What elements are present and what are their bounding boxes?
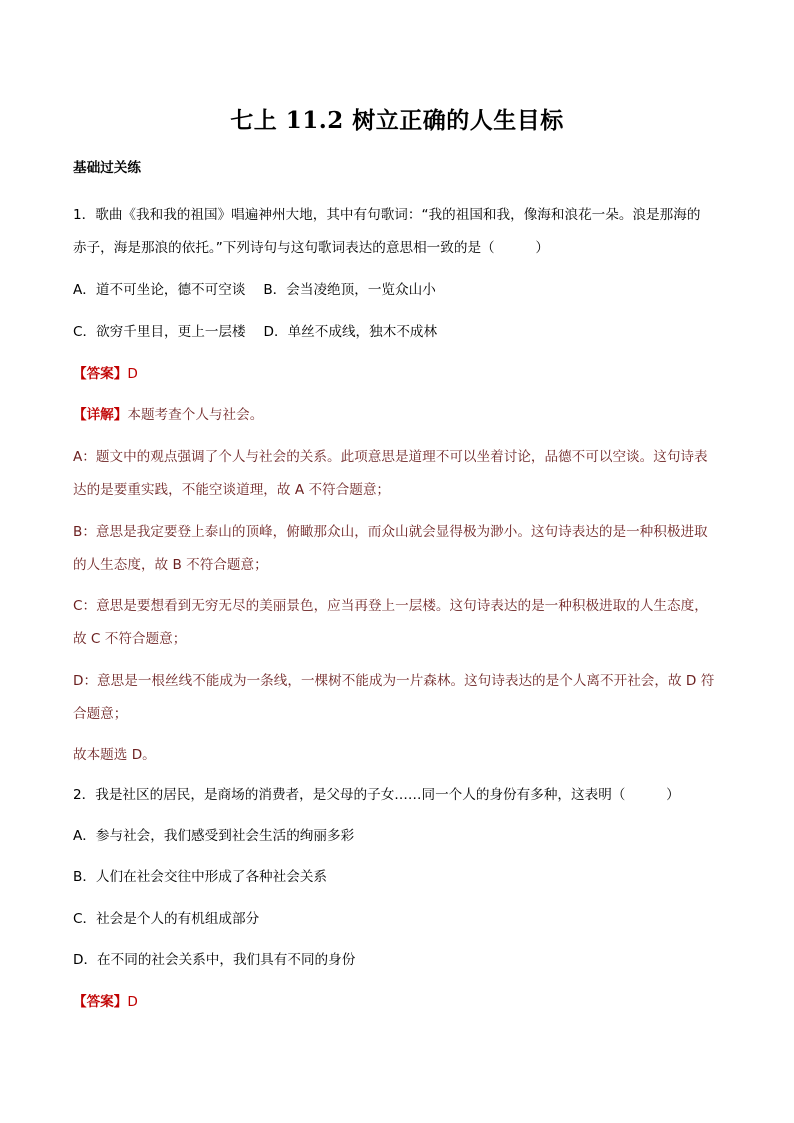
q2-option-b: B．人们在社会交往中形成了各种社会关系 <box>73 869 328 885</box>
answer-value: D <box>127 994 138 1010</box>
q1-explain-a-line1: A：题文中的观点强调了个人与社会的关系。此项意思是道理不可以坐着讨论，品德不可以空谈。这句诗表 <box>73 449 708 465</box>
q1-options-line2: C．欲穷千里目，更上一层楼 D．单丝不成线，独木不成林 <box>73 324 438 340</box>
answer-tag: 【答案】 <box>73 366 128 382</box>
q1-explain-d-line2: 合题意； <box>73 706 128 722</box>
q1-stem-line2: 赤子，海是那浪的依托。”下列诗句与这句歌词表达的意思相一致的是（ ） <box>73 240 550 256</box>
q1-explain-b-line2: 的人生态度，故 B 不符合题意； <box>73 557 268 573</box>
q2-option-c: C．社会是个人的有机组成部分 <box>73 911 260 927</box>
detail-tag: 【详解】 <box>73 407 128 423</box>
q2-option-a: A．参与社会，我们感受到社会生活的绚丽多彩 <box>73 828 355 844</box>
q2-stem: 2．我是社区的居民，是商场的消费者，是父母的子女……同一个人的身份有多种，这表明（ ） <box>73 787 680 803</box>
q1-explain-b-line1: B：意思是我定要登上泰山的顶峰，俯瞰那众山，而众山就会显得极为渺小。这句诗表达的是一种积极进取 <box>73 524 708 540</box>
q1-answer <box>73 364 138 384</box>
q1-explain-c-line1: C：意思是要想看到无穷无尽的美丽景色，应当再登上一层楼。这句诗表达的是一种积极进取的人生态度， <box>73 598 708 614</box>
q2-option-d: D．在不同的社会关系中，我们具有不同的身份 <box>73 952 356 968</box>
page-title: 七上 11.2 树立正确的人生目标 <box>230 107 564 134</box>
q1-explain-c-line2: 故 C 不符合题意； <box>73 631 187 647</box>
q1-stem-line1: 1．歌曲《我和我的祖国》唱遍神州大地，其中有句歌词：“我的祖国和我，像海和浪花一朵。浪是那海的 <box>73 207 701 223</box>
q1-detail <box>73 405 263 425</box>
q1-options-line1: A．道不可坐论，德不可空谈 B．会当凌绝顶，一览众山小 <box>73 282 436 298</box>
answer-tag: 【答案】 <box>73 994 128 1010</box>
answer-value: D <box>127 366 138 382</box>
q1-explain-d-line1: D：意思是一根丝线不能成为一条线，一棵树不能成为一片森林。这句诗表达的是个人离不开社会，故 D 符 <box>73 673 715 689</box>
q1-conclusion: 故本题选 D。 <box>73 747 156 763</box>
section-heading: 基础过关练 <box>73 160 141 176</box>
q2-answer <box>73 992 138 1012</box>
detail-intro: 本题考查个人与社会。 <box>127 407 264 423</box>
q1-explain-a-line2: 达的是要重实践，不能空谈道理，故 A 不符合题意； <box>73 482 391 498</box>
